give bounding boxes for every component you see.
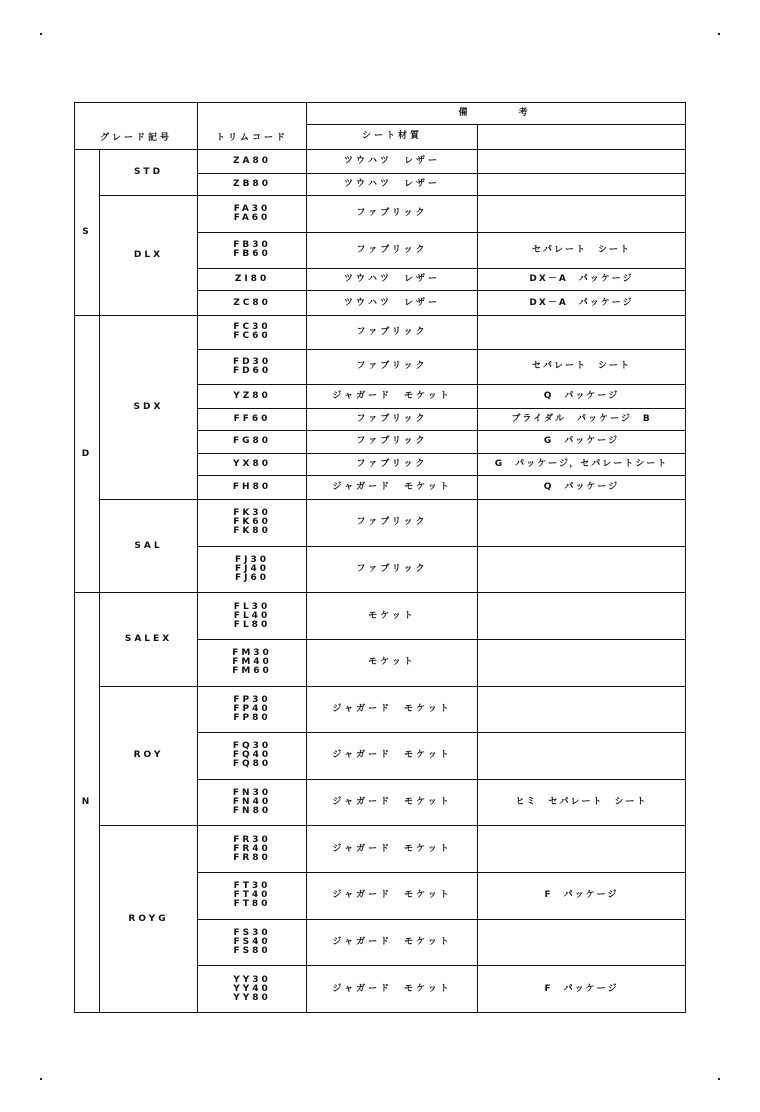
trim-code-cell [198,779,307,826]
remarks-cell: F パッケージ [478,872,686,919]
trim-code: FP80 [233,712,271,723]
remarks-cell [478,686,686,733]
trim-code: FD30 [232,356,272,367]
trim-code: FL80 [233,619,271,630]
remarks-cell: DX－A パッケージ [478,291,686,315]
trim-code-cell [198,408,307,430]
trim-code: FJ40 [235,564,270,574]
remarks-cell: ブライダル パッケージ B [478,408,686,430]
trim-code-cell [198,291,307,315]
trim-code-cell [198,500,307,547]
grade-cell: DLX [100,196,198,316]
trim-code: FS40 [233,936,271,947]
trim-code: FQ30 [232,741,272,752]
remarks-cell [478,639,686,686]
remarks-cell [478,826,686,873]
trim-code-cell [198,733,307,780]
sdn-letter: D [75,315,100,593]
seat-material-cell: ツウハツ レザー [307,173,478,195]
grade-cell: ROYG [100,826,198,1013]
trim-code-cell [198,453,307,475]
trim-code: FT80 [233,899,271,910]
remarks-cell [478,173,686,195]
grade-cell: SAL [100,500,198,593]
scan-dot [718,1078,720,1080]
seat-material-cell: モケット [307,593,478,640]
trim-code: FM60 [232,666,272,677]
remarks-cell: F パッケージ [478,966,686,1013]
trim-code-cell [198,315,307,349]
trim-code: FD60 [232,365,272,376]
table-row [75,149,686,173]
trim-code-cell [198,546,307,593]
trim-code-cell [198,966,307,1013]
trim-code: FA30 [233,203,271,214]
trim-code: ZB80 [233,179,271,190]
seat-material-cell: ファブリック [307,453,478,475]
trim-code: FK30 [233,508,271,519]
trim-code: FA60 [233,212,271,223]
seat-material-cell: ツウハツ レザー [307,269,478,291]
sdn-letter: S [75,149,100,315]
seat-material-cell: ジャガード モケット [307,733,478,780]
trim-code: FF60 [233,414,271,425]
trim-code: FQ80 [232,759,272,770]
seat-material-cell: ジャガード モケット [307,475,478,499]
trim-code: FP40 [233,703,271,714]
trim-code: FJ30 [235,555,270,565]
trim-code-cell [198,350,307,384]
remarks-cell [478,733,686,780]
trim-code-cell [198,269,307,291]
sdn-letter: N [75,593,100,1013]
remarks-cell [478,315,686,349]
trim-code: FN80 [232,806,272,817]
trim-code-cell [198,196,307,232]
trim-code: YX80 [233,458,271,469]
seat-material-cell: ファブリック [307,315,478,349]
grade-cell: SDX [100,315,198,499]
trim-code: YY80 [233,992,271,1003]
grade-header: グレード記号 [75,103,198,150]
remarks-header: 備 考 [307,103,686,125]
trim-code: FN30 [232,788,272,799]
trim-code-cell [198,593,307,640]
seat-material-cell: ファブリック [307,546,478,593]
seat-material-cell: ファブリック [307,196,478,232]
trim-code-cell [198,686,307,733]
trim-code: FL30 [233,601,271,612]
scan-dot [40,33,42,35]
seat-material-cell: ファブリック [307,500,478,547]
remarks-cell: セパレート シート [478,232,686,268]
seat-material-cell: ツウハツ レザー [307,149,478,173]
trim-code-cell [198,173,307,195]
seat-material-cell: ファブリック [307,232,478,268]
trim-code: FH80 [232,481,272,492]
trim-code-cell [198,149,307,173]
trim-code-cell [198,826,307,873]
trim-code: FN40 [232,797,272,808]
table-row [75,500,686,547]
grade-cell: STD [100,149,198,196]
seat-material-header: シート材質 [307,125,478,149]
trim-code: FR30 [233,834,271,845]
seat-material-cell: ファブリック [307,431,478,453]
trim-code: FQ40 [232,750,272,761]
seat-material-cell: モケット [307,639,478,686]
trim-code: FT30 [233,881,271,892]
remarks-header-blank [478,125,686,149]
table-row [75,826,686,873]
trim-code: FM30 [232,648,272,659]
trim-code: FR80 [233,852,271,863]
seat-material-cell: ジャガード モケット [307,826,478,873]
remarks-cell [478,500,686,547]
trim-code: FK60 [233,517,271,528]
seat-material-cell: ジャガード モケット [307,686,478,733]
grade-cell: SALEX [100,593,198,686]
trim-code: FG80 [232,436,272,447]
remarks-cell: G パッケージ [478,431,686,453]
seat-material-cell: ジャガード モケット [307,919,478,966]
grade-cell: ROY [100,686,198,826]
trim-code-cell [198,431,307,453]
trim-code: YY30 [233,974,271,985]
trim-code: ZC80 [233,297,271,308]
seat-material-cell: ツウハツ レザー [307,291,478,315]
remarks-cell [478,149,686,173]
trim-code: YZ80 [233,390,271,401]
table-row [75,593,686,640]
trim-code: FM40 [232,657,272,668]
seat-material-cell: ファブリック [307,350,478,384]
trim-code: YY40 [233,983,271,994]
trim-code: ZI80 [234,274,270,285]
trim-code-cell [198,384,307,408]
trim-code-cell [198,919,307,966]
trim-code-cell [198,232,307,268]
trim-code: FC30 [233,322,271,333]
trim-code: FS80 [233,945,271,956]
trim-code-cell [198,872,307,919]
remarks-cell: セパレート シート [478,350,686,384]
remarks-cell: Q パッケージ [478,475,686,499]
trim-code-header: トリムコード [198,103,307,150]
trim-code: FC60 [233,331,271,342]
remarks-cell: Q パッケージ [478,384,686,408]
trim-code: FL40 [233,610,271,621]
trim-code: FR40 [233,843,271,854]
table-row [75,686,686,733]
scan-dot [40,1078,42,1080]
table-row [75,196,686,232]
trim-code-cell [198,475,307,499]
seat-material-cell: ジャガード モケット [307,384,478,408]
trim-code: FB30 [233,240,271,251]
trim-code: FP30 [233,694,271,705]
remarks-cell: G パッケージ，セパレートシート [478,453,686,475]
trim-code-cell [198,639,307,686]
remarks-cell: DX－A パッケージ [478,269,686,291]
trim-code: FS30 [233,927,271,938]
seat-material-cell: ジャガード モケット [307,872,478,919]
table-row [75,315,686,349]
trim-code-table [74,102,686,1013]
trim-code: FJ60 [235,573,270,583]
trim-code: FK80 [233,526,271,537]
seat-material-cell: ジャガード モケット [307,779,478,826]
remarks-cell [478,919,686,966]
remarks-cell [478,546,686,593]
trim-code: FT40 [233,890,271,901]
remarks-cell [478,593,686,640]
trim-code: FB60 [233,249,271,260]
scan-dot [718,33,720,35]
seat-material-cell: ジャガード モケット [307,966,478,1013]
remarks-cell [478,196,686,232]
trim-code: ZA80 [233,155,272,166]
seat-material-cell: ファブリック [307,408,478,430]
remarks-cell: ヒミ セパレート シート [478,779,686,826]
